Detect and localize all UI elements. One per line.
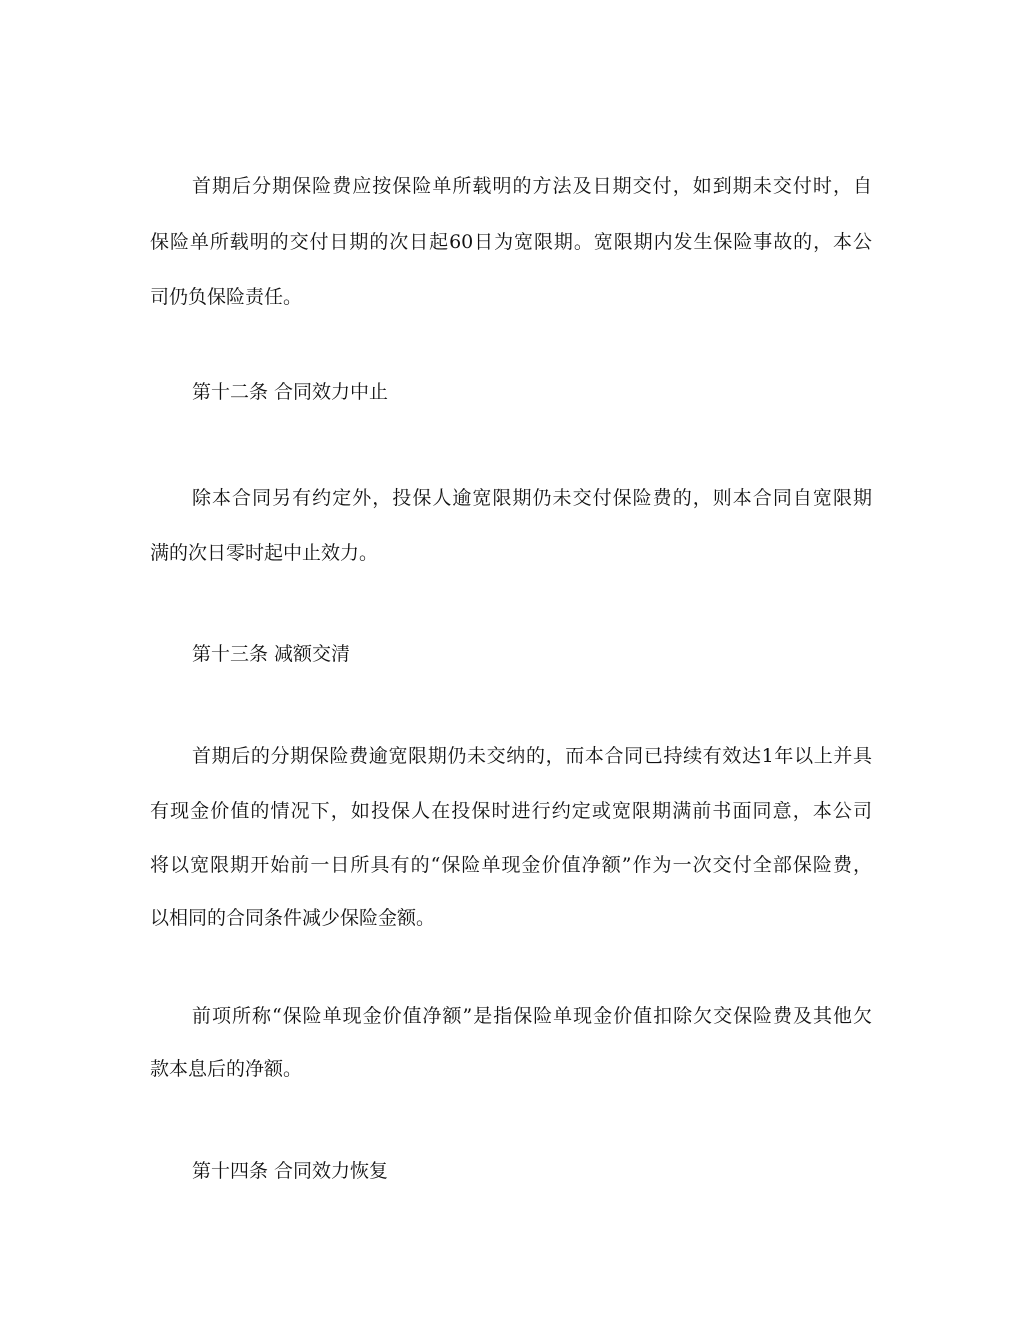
paragraph-line: 满的次日零时起中止效力。 [150, 542, 379, 564]
paragraph-line: 司仍负保险责任。 [150, 286, 303, 308]
paragraph-line: 有现金价值的情况下，如投保人在投保时进行约定或宽限期满前书面同意，本公司 [150, 800, 872, 822]
article-14-heading: 第十四条 合同效力恢复 [192, 1160, 389, 1182]
paragraph-line: 将以宽限期开始前一日所具有的“保险单现金价值净额”作为一次交付全部保险费， [150, 854, 872, 876]
article-13-heading: 第十三条 减额交清 [192, 643, 351, 665]
paragraph-line: 前项所称“保险单现金价值净额”是指保险单现金价值扣除欠交保险费及其他欠 [192, 1005, 872, 1027]
article-12-heading: 第十二条 合同效力中止 [192, 381, 389, 403]
paragraph-line: 以相同的合同条件减少保险金额。 [150, 907, 436, 929]
paragraph-line: 款本息后的净额。 [150, 1058, 303, 1080]
paragraph-line: 首期后的分期保险费逾宽限期仍未交纳的，而本合同已持续有效达1年以上并具 [192, 745, 872, 767]
paragraph-line: 保险单所载明的交付日期的次日起60日为宽限期。宽限期内发生保险事故的，本公 [150, 231, 872, 253]
paragraph-line: 首期后分期保险费应按保险单所载明的方法及日期交付，如到期未交付时，自 [192, 175, 872, 197]
paragraph-line: 除本合同另有约定外，投保人逾宽限期仍未交付保险费的，则本合同自宽限期 [192, 487, 872, 509]
